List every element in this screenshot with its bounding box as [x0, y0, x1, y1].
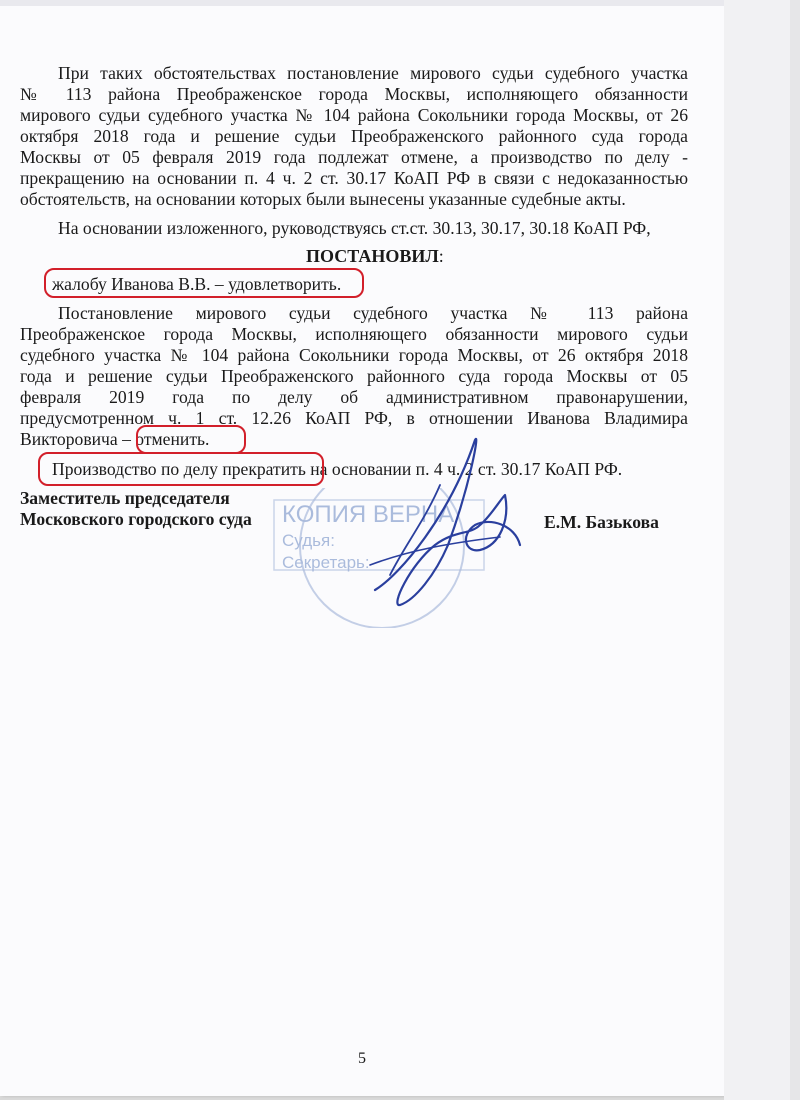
paragraph-1-line-5: Москвы от 05 февраля 2019 года подлежат отмене, а производство по делу - — [20, 147, 688, 167]
scan-background-edge — [724, 0, 800, 1100]
paragraph-3-line-2: Преображенское города Москвы, исполняющего обязанности мирового судьи — [20, 324, 688, 344]
signer-title-line-1: Заместитель председателя — [20, 488, 230, 508]
paragraph-3-line-3: судебного участка № 104 района Сокольники города Москвы, от 26 октября 2018 — [20, 345, 688, 365]
stamp-title: КОПИЯ ВЕРНА — [282, 501, 455, 528]
paragraph-3-line-5: февраля 2019 года по делу об административном правонарушении, — [20, 387, 688, 407]
heading-colon: : — [438, 246, 444, 266]
page-number: 5 — [358, 1050, 366, 1067]
paragraph-4-start: Производство по делу прекратить — [52, 459, 306, 479]
paragraph-1-line-6: прекращению на основании п. 4 ч. 2 ст. 30.17 КоАП РФ в связи с недоказанностью — [20, 168, 688, 188]
paragraph-1-line-7: обстоятельств, на основании которых были вынесены указанные судебные акты. — [20, 189, 626, 209]
signer-title-line-2: Московского городского суда — [20, 509, 252, 529]
paragraph-3-last-start: Викторовича – — [20, 429, 136, 449]
paragraph-3-line-4: года и решение судьи Преображенского районного суда города Москвы от 05 — [20, 366, 688, 386]
scan-background-edge-dark — [790, 0, 800, 1100]
paragraph-1-line-1: При таких обстоятельствах постановление мирового судьи судебного участка — [58, 63, 688, 83]
paragraph-3-line-1: Постановление мирового судьи судебного участка № 113 района — [58, 303, 688, 323]
paragraph-2: На основании изложенного, руководствуясь ст.ст. 30.13, 30.17, 30.18 КоАП РФ, — [58, 218, 651, 238]
signer-name: Е.М. Базькова — [544, 512, 659, 532]
decision-line-1: жалобу Иванова В.В. – удовлетворить. — [52, 274, 342, 294]
paragraph-3-line-6: предусмотренном ч. 1 ст. 12.26 КоАП РФ, в отношении Иванова Владимира — [20, 408, 688, 428]
paragraph-3-line-7 — [20, 429, 209, 450]
paragraph-1-line-3: мирового судьи судебного участка № 104 района Сокольники города Москвы, от 26 — [20, 105, 688, 125]
handwritten-signature — [330, 425, 530, 625]
paragraph-4-end: на основании п. 4 ч. 2 ст. 30.17 КоАП РФ. — [305, 459, 623, 479]
stamp-line-secretary: Секретарь: — [282, 553, 370, 572]
scan-top-edge — [0, 0, 724, 6]
paragraph-1-line-2: № 113 района Преображенское города Москвы, исполняющего обязанности — [20, 84, 688, 104]
paragraph-1-line-4: октября 2018 года и решение судьи Преображенского районного суда города — [20, 126, 688, 146]
stamp-line-judge: Судья: — [282, 531, 335, 550]
paragraph-3-last-end: отменить. — [135, 429, 210, 449]
heading-text: ПОСТАНОВИЛ — [306, 246, 439, 266]
resolution-heading — [306, 246, 444, 267]
